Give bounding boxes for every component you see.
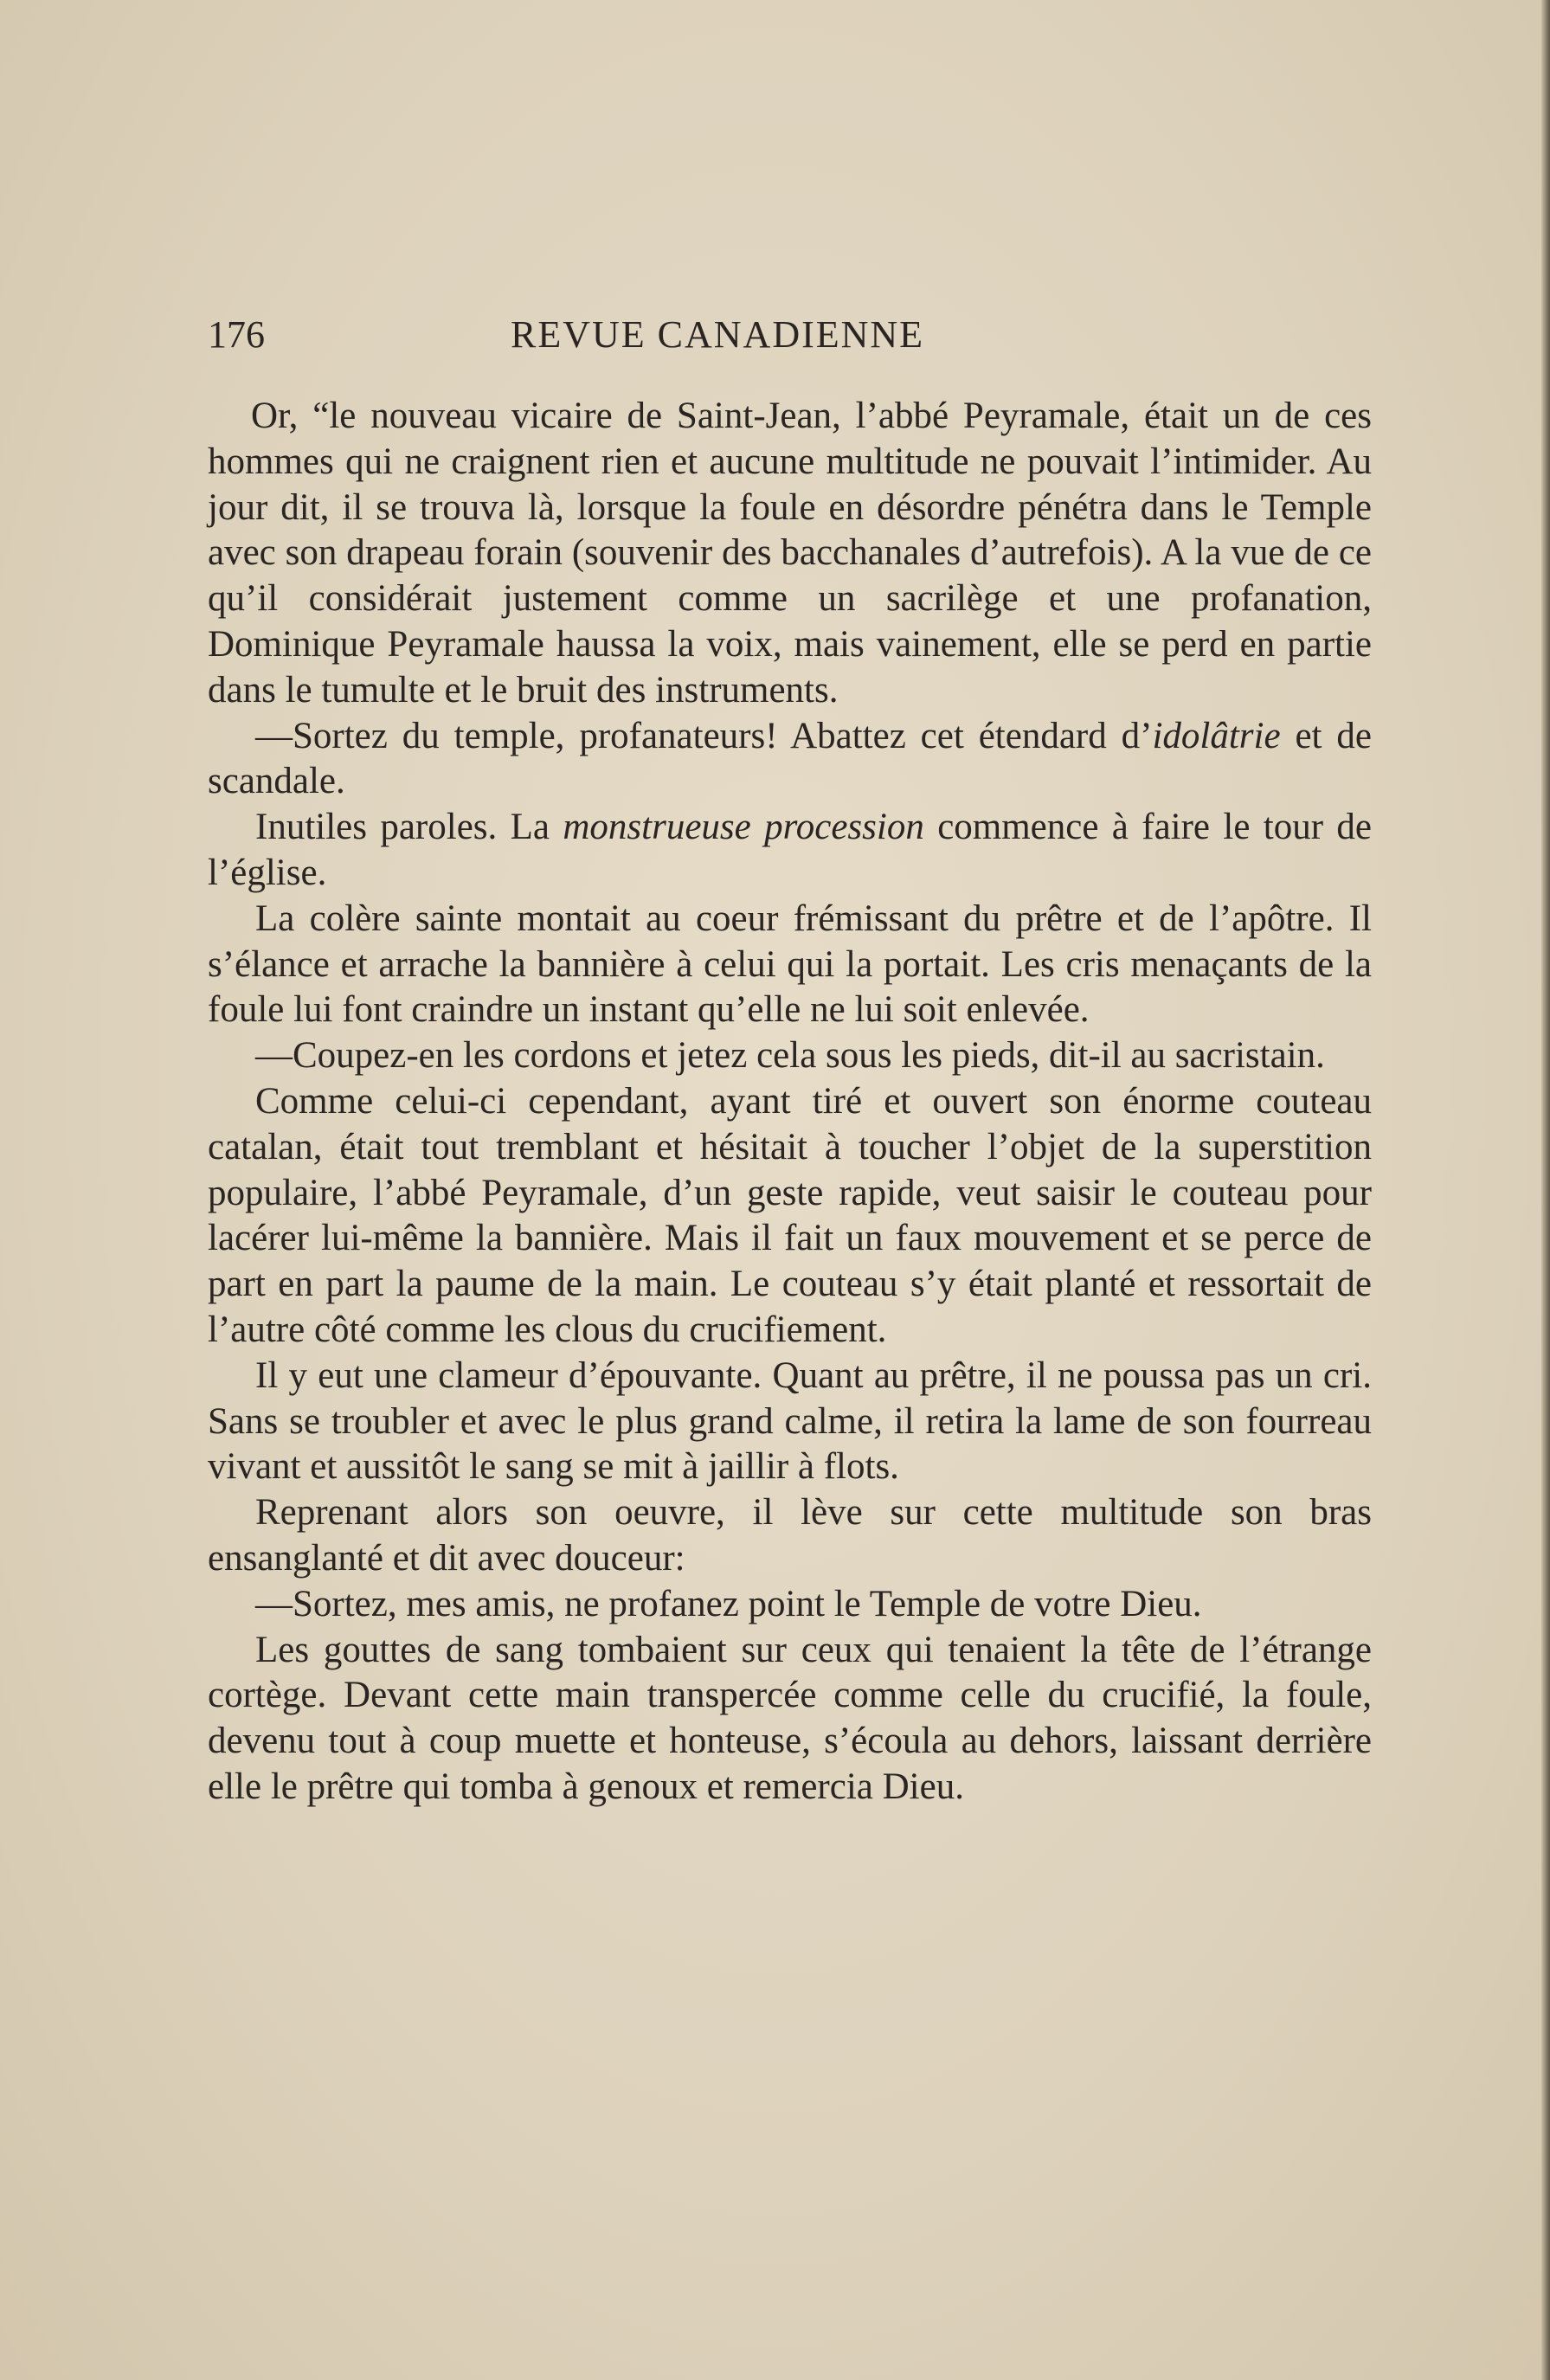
- paragraph: —Sortez du temple, profanateurs! Abattez cet étendard d’idolâtrie et de scandale.: [208, 715, 1372, 802]
- paragraph: Les gouttes de sang tombaient sur ceux qui tenaient la tête de l’étrange cortège. Devant cette main transpercée comme celle du crucifié, la foule, devenu tout à coup muette et honteuse, s’écoula au dehors, laissant derrière elle le prêtre qui tomba à genoux et remercia Dieu.: [208, 1629, 1372, 1807]
- paragraph: Or, “le nouveau vicaire de Saint-Jean, l’abbé Peyramale, était un de ces hommes qui ne craignent rien et aucune multitude ne pouvait l’intimider. Au jour dit, il se trouva là, lorsque la foule en désordre pénétra dans le Temple avec son drapeau forain (souvenir des bacchanales d’autrefois). A la vue de ce qu’il considérait justement comme un sacrilège et une profanation, Dominique Peyramale haussa la voix, mais vainement, elle se perd en partie dans le tumulte et le bruit des instruments.: [208, 396, 1372, 711]
- italic-phrase: monstrueuse procession: [563, 807, 924, 848]
- paragraph: Inutiles paroles. La monstrueuse procession commence à faire le tour de l’église.: [208, 807, 1372, 893]
- running-title: REVUE CANADIENNE: [511, 313, 925, 356]
- page-header: [208, 313, 1363, 357]
- paragraph: Reprenant alors son oeuvre, il lève sur cette multitude son bras ensanglanté et dit avec douceur:: [208, 1492, 1372, 1579]
- page-number: 176: [208, 313, 265, 356]
- page-edge-shadow: [1541, 0, 1550, 2380]
- paragraph: —Coupez-en les cordons et jetez cela sous les pieds, dit-il au sacristain.: [255, 1035, 1325, 1077]
- italic-word: idolâtrie: [1152, 715, 1281, 756]
- paragraph: Il y eut une clameur d’épouvante. Quant au prêtre, il ne poussa pas un cri. Sans se troubler et avec le plus grand calme, il retira la lame de son fourreau vivant et aussitôt le sang se mit à jaillir à flots.: [208, 1354, 1372, 1488]
- paragraph: Comme celui-ci cependant, ayant tiré et ouvert son énorme couteau catalan, était tout tremblant et hésitait à toucher l’objet de la superstition populaire, l’abbé Peyramale, d’un geste rapide, veut saisir le couteau pour lacérer lui-même la bannière. Mais il fait un faux mouvement et se perce de part en part la paume de la main. Le couteau s’y était planté et ressortait de l’autre côté comme les clous du crucifiement.: [208, 1080, 1372, 1350]
- paragraph: —Sortez, mes amis, ne profanez point le Temple de votre Dieu.: [255, 1583, 1202, 1624]
- body-text: [208, 394, 1372, 1811]
- paragraph: La colère sainte montait au coeur frémissant du prêtre et de l’apôtre. Il s’élance et arrache la bannière à celui qui la portait. Les cris menaçants de la foule lui font craindre un instant qu’elle ne lui soit enlevée.: [208, 897, 1372, 1031]
